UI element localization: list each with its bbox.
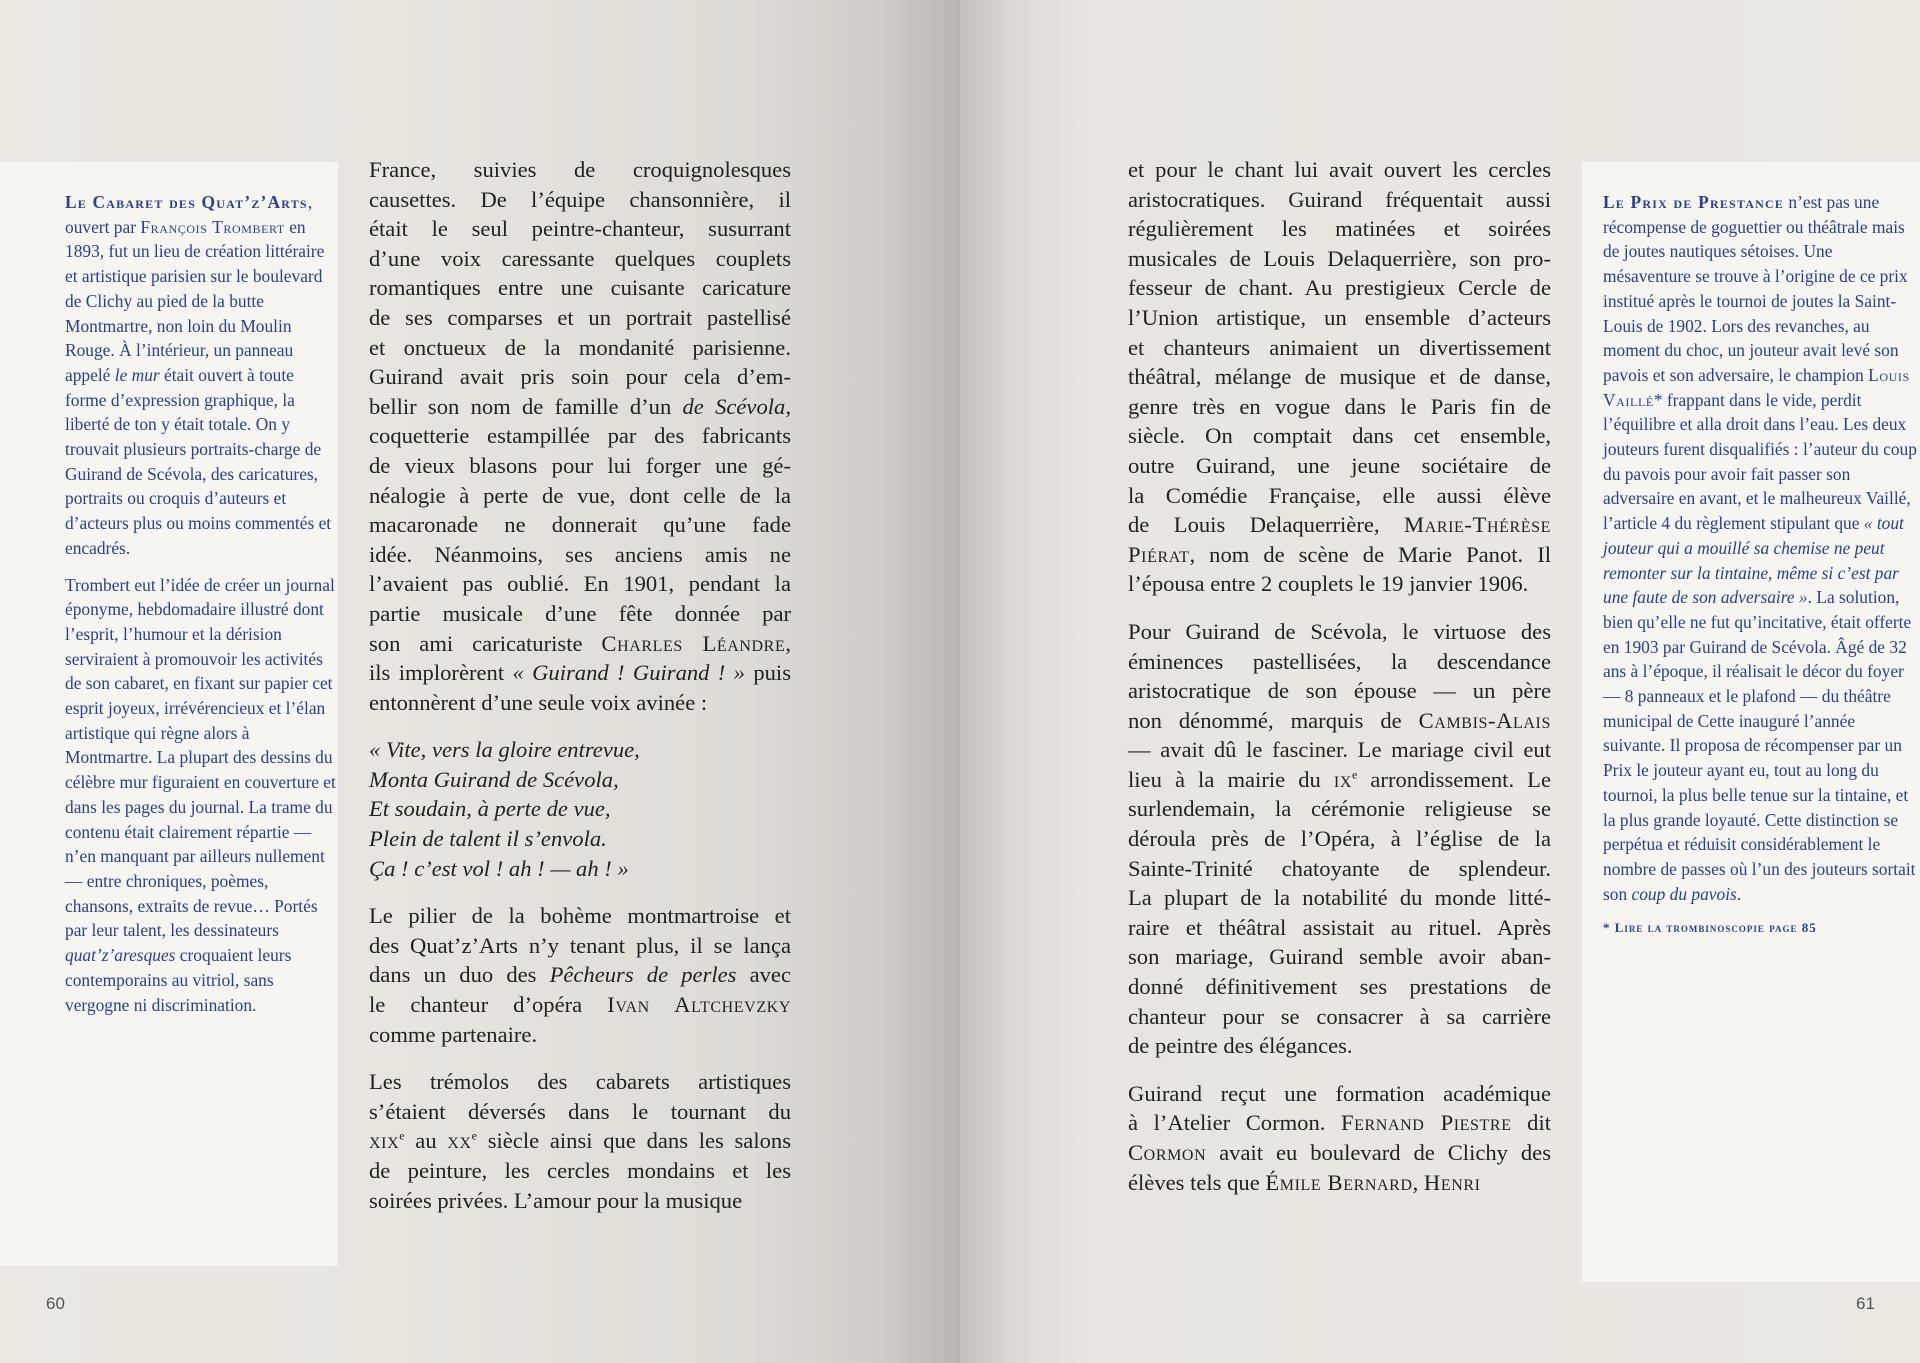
text-run: son ami caricaturiste <box>369 630 602 656</box>
text-run: de Scévola <box>682 393 786 419</box>
text-run: xix <box>369 1128 400 1154</box>
text-run: régulièrement les matinées et soirées <box>1128 216 1551 242</box>
text-line <box>369 569 791 599</box>
text-run: ix <box>1333 766 1352 792</box>
text-run: aristocratiques. Guirand fréquentait aussi <box>1128 186 1551 212</box>
body-paragraph <box>369 1067 791 1215</box>
text-line <box>369 735 791 765</box>
text-line <box>1128 1168 1551 1198</box>
body-paragraph <box>1128 1079 1551 1197</box>
text-line <box>1128 617 1551 647</box>
text-line <box>369 481 791 511</box>
text-run: donné définitivement ses prestations de <box>1128 974 1551 1000</box>
text-run: ouvert par <box>65 216 141 237</box>
text-run: outre Guirand, une jeune sociétaire de <box>1128 452 1551 478</box>
text-run: de vieux blasons pour lui forger une gé- <box>369 452 791 478</box>
text-run: était le seul peintre-chanteur, susurrant <box>369 216 791 242</box>
text-run: — avait dû le fasciner. Le mariage civil eut <box>1128 737 1551 763</box>
text-run: bellir son nom de famille d’un <box>369 393 683 419</box>
text-run: l’Union artistique, un ensemble d’acteurs <box>1128 304 1551 330</box>
text-line <box>369 392 791 422</box>
text-line <box>369 451 791 481</box>
text-line <box>369 1020 791 1050</box>
text-run: « Vite, vers la gloire entrevue, <box>369 737 640 763</box>
text-run: déroula près de l’Opéra, à l’église de la <box>1128 826 1551 852</box>
text-line <box>1128 1079 1551 1109</box>
text-run: puis <box>744 660 791 686</box>
body-paragraph <box>369 901 791 1049</box>
sidebar-paragraph <box>65 190 338 561</box>
text-line <box>369 854 791 884</box>
text-run: d’une voix caressante quelques couplets <box>369 245 791 271</box>
text-run: Plein de talent il s’envola. <box>369 826 607 852</box>
text-run: La plupart de la notabilité du monde litté- <box>1128 885 1551 911</box>
text-run: quat’z’aresques <box>65 945 176 966</box>
text-line <box>1128 913 1551 943</box>
text-line <box>1128 676 1551 706</box>
text-run: le mur <box>114 364 160 385</box>
verse-block <box>369 735 791 883</box>
text-run: croquaient leurs contemporains au vitriol, sans vergogne ni discrimination. <box>65 945 292 1015</box>
text-run: partie musicale d’une fête donnée par <box>369 600 791 626</box>
text-run: non dénommé, marquis de <box>1128 707 1419 733</box>
text-line <box>1128 1108 1551 1138</box>
text-run: Sainte-Trinité chatoyante de splendeur. <box>1128 855 1551 881</box>
body-column-left <box>369 155 791 1233</box>
text-line <box>369 510 791 540</box>
text-line <box>369 540 791 570</box>
text-run: n’est pas une récompense de goguettier ou théâtrale mais de joutes nautiques sétoises. Une mésaventure se trouve à l’origine de ce prix institué après le tournoi de joutes la Saint-Louis de 1902. Lors des revanches, au moment du choc, un jouteur avait levé son pavois et son adversaire, le champion <box>1603 192 1908 385</box>
text-run: e <box>399 1128 405 1143</box>
page-number-right: 61 <box>1856 1294 1875 1313</box>
text-run: siècle ainsi que dans les salons <box>476 1128 791 1154</box>
text-line <box>369 688 791 718</box>
text-line <box>369 990 791 1020</box>
text-run: siècle. On comptait dans cet ensemble, <box>1128 423 1551 449</box>
text-line <box>1128 854 1551 884</box>
text-line <box>369 214 791 244</box>
text-line <box>1128 481 1551 511</box>
text-line <box>1128 451 1551 481</box>
text-run: soirées privées. L’amour pour la musique <box>369 1187 743 1213</box>
text-run: Charles Léandre <box>601 630 786 656</box>
text-run: avec <box>736 962 791 988</box>
body-paragraph <box>369 155 791 717</box>
text-run: idée. Néanmoins, ses anciens amis ne <box>369 541 791 567</box>
text-run: Le pilier de la bohème montmartroise et <box>369 903 791 929</box>
body-column-right <box>1128 155 1551 1215</box>
text-run: coup du pavois <box>1631 883 1737 904</box>
footnote: * Lire la trombinoscopie page 85 <box>1603 920 1817 936</box>
text-run: élèves tels que <box>1128 1169 1266 1195</box>
text-run: et chanteurs animaient un divertissement <box>1128 334 1551 360</box>
text-line <box>1128 155 1551 185</box>
text-line <box>1128 214 1551 244</box>
text-run: coquetterie estampillée par des fabricants <box>369 423 791 449</box>
text-run: e <box>471 1128 477 1143</box>
text-run: en 1893, fut un lieu de création littéraire et artistique parisien sur le boulevard de Clichy au pied de la butte Montmartre, non loin du Moulin Rouge. À l’intérieur, un panneau appelé <box>65 216 325 385</box>
body-paragraph <box>1128 155 1551 599</box>
text-line <box>1128 942 1551 972</box>
text-run: Et soudain, à perte de vue, <box>369 796 611 822</box>
text-run: Cambis-Alais <box>1418 707 1551 733</box>
text-line <box>1128 362 1551 392</box>
text-run: Les trémolos des cabarets artistiques <box>369 1069 791 1095</box>
text-line <box>369 901 791 931</box>
sidebar-quatzarts <box>0 162 338 1266</box>
text-run: théâtral, mélange de musique et de danse, <box>1128 364 1551 390</box>
text-line <box>1128 540 1551 570</box>
text-run: surlendemain, la cérémonie religieuse se <box>1128 796 1551 822</box>
text-run: aristocratique de son épouse — un père <box>1128 678 1551 704</box>
text-line <box>1128 244 1551 274</box>
text-run: e <box>1352 767 1358 782</box>
text-line <box>1128 185 1551 215</box>
text-run: Guirand reçut une formation académique <box>1128 1080 1551 1106</box>
text-run: des Quat’z’Arts n’y tenant plus, il se lança <box>369 932 791 958</box>
text-run: s’étaient déversés dans le tournant du <box>369 1098 791 1124</box>
text-run: , <box>785 393 791 419</box>
text-line <box>1128 765 1551 795</box>
text-line <box>1128 647 1551 677</box>
text-run: lieu à la mairie du <box>1128 766 1334 792</box>
text-line <box>1128 333 1551 363</box>
text-run: dans un duo des <box>369 962 550 988</box>
text-run: musicales de Louis Delaquerrière, son pro- <box>1128 245 1551 271</box>
text-run: Marie-Thérèse <box>1404 512 1551 538</box>
text-line <box>1128 794 1551 824</box>
text-line <box>369 629 791 659</box>
text-run: néalogie à perte de vue, dont celle de la <box>369 482 791 508</box>
text-run: , <box>307 192 313 212</box>
text-run: , nom de scène de Marie Panot. Il <box>1189 541 1551 567</box>
text-line <box>1128 824 1551 854</box>
text-run: Fernand Piestre <box>1340 1110 1512 1136</box>
text-run: entonnèrent d’une seule voix avinée : <box>369 689 708 715</box>
text-run: de peintre des élégances. <box>1128 1033 1353 1059</box>
text-line <box>369 333 791 363</box>
text-line <box>369 155 791 185</box>
text-run: Ivan Altchevzky <box>607 992 791 1018</box>
text-run: , <box>785 630 791 656</box>
text-line <box>369 421 791 451</box>
text-run: Monta Guirand de Scévola, <box>369 766 619 792</box>
text-line <box>369 1097 791 1127</box>
text-run: , <box>1412 1169 1424 1195</box>
text-run: Louis Vaillé <box>1603 364 1910 410</box>
text-run: Pour Guirand de Scévola, le virtuose des <box>1128 618 1551 644</box>
text-line <box>1128 883 1551 913</box>
text-run: avait eu boulevard de Clichy des <box>1206 1140 1551 1165</box>
text-run: à l’Atelier Cormon. <box>1128 1110 1341 1136</box>
text-run: de ses comparses et un portrait pastellisé <box>369 304 791 330</box>
text-run: Le Prix de Prestance <box>1603 192 1785 212</box>
text-run: ils implorèrent <box>369 660 513 686</box>
text-line <box>369 273 791 303</box>
text-run: * frappant dans le vide, perdit l’équilibre et alla droit dans l’eau. Les deux jouteurs furent disqualifiés : l’auteur du coup du pavois pour avoir fait passer son adversaire en avant, et le malheureux Vaillé, l’article 4 du règlement stipulant que <box>1603 389 1917 534</box>
text-line <box>1128 972 1551 1002</box>
text-line <box>369 794 791 824</box>
text-run: France, suivies de croquignolesques <box>369 157 791 182</box>
text-run: Guirand avait pris soin pour cela d’em- <box>369 364 791 390</box>
text-run: dit <box>1511 1110 1551 1136</box>
text-run: xx <box>447 1128 472 1154</box>
text-line <box>369 303 791 333</box>
text-run: . La solution, bien qu’elle ne fut qu’incitative, était offerte en 1903 par Guirand de Scévola. Âgé de 32 ans à l’époque, il réalisait le décor du foyer — 8 panneaux et le plafond — du théâtre municipal de Cette inauguré l’année suivante. Il proposa de récompenser par un Prix le jouteur ayant eu, tout au long du tournoi, la plus belle tenue sur la tintaine, et la plus grande loyauté. Cette distinction se perpétua et réduisit considérablement le nombre de passes où l’un des jouteurs sortait son <box>1603 587 1916 904</box>
text-line <box>369 185 791 215</box>
sidebar-paragraph <box>1603 190 1920 906</box>
text-run: l’épousa entre 2 couplets le 19 janvier 1906. <box>1128 571 1529 597</box>
text-line <box>1128 706 1551 736</box>
text-run: le chanteur d’opéra <box>369 992 608 1018</box>
text-line <box>1128 421 1551 451</box>
text-run: Cormon <box>1128 1140 1207 1165</box>
text-line <box>369 599 791 629</box>
text-line <box>369 244 791 274</box>
text-run: Piérat <box>1128 541 1190 567</box>
text-run: chanteur pour se consacrer à sa carrière <box>1128 1003 1551 1029</box>
text-line <box>1128 1031 1551 1061</box>
text-line <box>369 1156 791 1186</box>
page-number-left: 60 <box>46 1294 65 1313</box>
text-run: de Louis Delaquerrière, <box>1128 512 1404 538</box>
text-run: Henri <box>1423 1169 1481 1195</box>
text-line <box>369 1126 791 1156</box>
text-line <box>369 1067 791 1097</box>
text-run: la Comédie Française, elle aussi élève <box>1128 482 1551 508</box>
text-line <box>1128 303 1551 333</box>
text-run: . <box>1736 883 1742 904</box>
text-line <box>1128 1002 1551 1032</box>
text-line <box>369 1186 791 1216</box>
text-run: au <box>404 1128 448 1154</box>
text-line <box>369 960 791 990</box>
text-run: l’avaient pas oublié. En 1901, pendant la <box>369 571 791 597</box>
text-run: « tout jouteur qui a mouillé sa chemise ne peut remonter sur la tintaine, même si c’est par une faute de son adversaire » <box>1603 513 1904 608</box>
text-run: éminences pastellisées, la descendance <box>1128 648 1551 674</box>
text-run: de peinture, les cercles mondains et les <box>369 1158 791 1183</box>
text-run: macaronade ne donnerait qu’une fade <box>369 512 791 538</box>
text-run: arrondissement. Le <box>1357 766 1551 792</box>
text-run: François Trombert <box>140 216 285 237</box>
text-line <box>1128 735 1551 765</box>
text-run: Pêcheurs de perles <box>549 962 737 988</box>
text-line <box>1128 1138 1551 1168</box>
text-run: Ça ! c’est vol ! ah ! — ah ! » <box>369 855 629 881</box>
text-line <box>1128 510 1551 540</box>
text-run: son mariage, Guirand semble avoir aban- <box>1128 944 1551 970</box>
sidebar-paragraph <box>65 573 338 1018</box>
body-paragraph <box>1128 617 1551 1061</box>
text-run: genre très en vogue dans le Paris fin de <box>1128 393 1551 419</box>
text-line <box>369 931 791 961</box>
text-run: Le Cabaret des Quat’z’Arts <box>65 192 308 212</box>
sidebar-prix-prestance <box>1582 162 1920 1282</box>
text-run: et pour le chant lui avait ouvert les cercles <box>1128 157 1551 182</box>
text-line <box>1128 392 1551 422</box>
text-line <box>1128 273 1551 303</box>
text-run: romantiques entre une cuisante caricature <box>369 275 791 301</box>
text-run: comme partenaire. <box>369 1021 538 1047</box>
text-line <box>369 824 791 854</box>
text-line <box>369 362 791 392</box>
text-run: était ouvert à toute forme d’expression graphique, la liberté de ton y était totale. On y trouvait plusieurs portraits-charge de Guirand de Scévola, des caricatures, portraits ou croquis d’auteurs et d’acteurs plus ou moins commentés et encadrés. <box>65 364 332 558</box>
text-run: raire et théâtral assistait au rituel. Après <box>1128 914 1551 940</box>
text-run: fesseur de chant. Au prestigieux Cercle de <box>1128 275 1551 301</box>
text-run: et onctueux de la mondanité parisienne. <box>369 334 791 360</box>
text-line <box>1128 569 1551 599</box>
text-run: « Guirand ! Guirand ! » <box>512 660 745 686</box>
text-run: Émile Bernard <box>1265 1169 1413 1195</box>
text-line <box>369 765 791 795</box>
text-run: causettes. De l’équipe chansonnière, il <box>369 186 791 212</box>
text-run: Trombert eut l’idée de créer un journal éponyme, hebdomadaire illustré dont l’esprit, l’humour et la dérision serviraient à promouvoir les activités de son cabaret, en fixant sur papier cet esprit joyeux, irrévérencieux et l’élan artistique qui règne alors à Montmartre. La plupart des dessins du célèbre mur figuraient en couverture et dans les pages du journal. La trame du contenu était clairement répartie — n’en manquant par ailleurs nullement — entre chroniques, poèmes, chansons, extraits de revue… Portés par leur talent, les dessinateurs <box>65 574 336 941</box>
text-line <box>369 658 791 688</box>
